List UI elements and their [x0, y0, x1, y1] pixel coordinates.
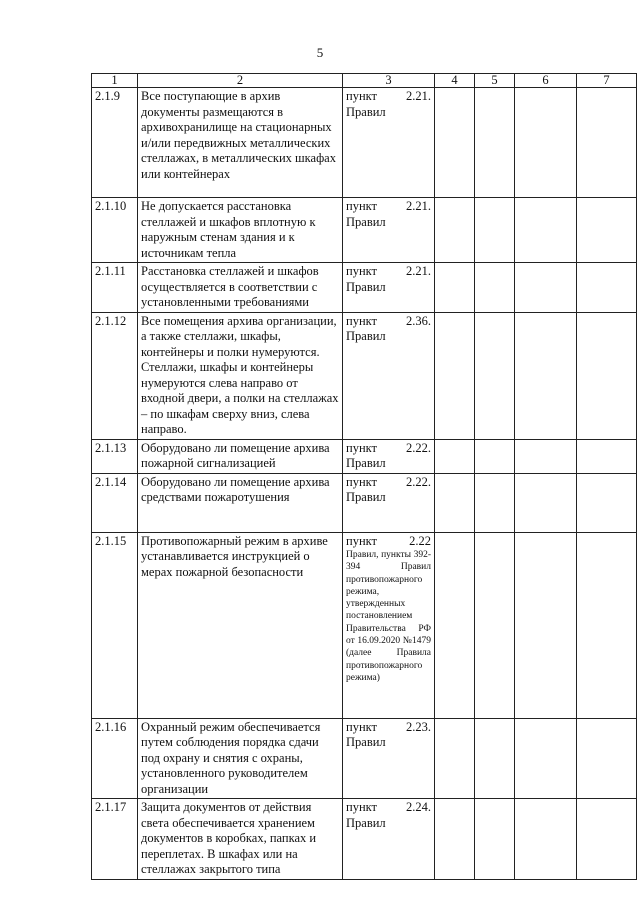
answer-cell[interactable] [435, 263, 475, 313]
item-number: 2.1.9 [92, 88, 138, 198]
answer-cell[interactable] [577, 198, 637, 263]
column-header: 2 [138, 74, 343, 88]
table-row [92, 473, 637, 532]
requirement-text: Оборудовано ли помещение архива средствами пожаротушения [138, 473, 343, 532]
reference-label: пункт [346, 313, 377, 328]
reference-source: Правил [346, 329, 386, 343]
answer-cell[interactable] [577, 799, 637, 880]
answer-cell[interactable] [475, 473, 515, 532]
table-row [92, 198, 637, 263]
item-number: 2.1.10 [92, 198, 138, 263]
reference-source: Правил [346, 815, 386, 830]
reference-cell [343, 263, 435, 313]
answer-cell[interactable] [435, 532, 475, 718]
reference-label: пункт [346, 199, 377, 213]
reference-clause: 2.21. [406, 264, 431, 278]
answer-cell[interactable] [577, 532, 637, 718]
table-row [92, 88, 637, 198]
answer-cell[interactable] [577, 88, 637, 198]
answer-cell[interactable] [577, 473, 637, 532]
item-number: 2.1.17 [92, 799, 138, 880]
requirement-text: Все помещения архива организации, а также стеллажи, шкафы, контейнеры и полки нумеруются. Стеллажи, шкафы и контейнеры нумеруются слева направо от входной двери, а полки на стеллажах – по шкафам сверху вниз, слева направо. [138, 312, 343, 439]
reference-clause: 2.24. [406, 800, 431, 814]
answer-cell[interactable] [435, 198, 475, 263]
answer-cell[interactable] [515, 439, 577, 473]
reference-label: пункт [346, 440, 377, 455]
item-number: 2.1.15 [92, 532, 138, 718]
item-number: 2.1.12 [92, 312, 138, 439]
answer-cell[interactable] [435, 718, 475, 799]
reference-cell [343, 473, 435, 532]
reference-cell [343, 312, 435, 439]
table-row [92, 312, 637, 439]
reference-clause: 2.21. [406, 89, 431, 103]
reference-cell [343, 439, 435, 473]
page-number: 5 [316, 45, 324, 60]
reference-source: Правил [346, 490, 386, 504]
item-number: 2.1.11 [92, 263, 138, 313]
reference-clause: 2.21. [406, 199, 431, 213]
answer-cell[interactable] [475, 263, 515, 313]
answer-cell[interactable] [515, 718, 577, 799]
reference-label: пункт [346, 264, 377, 278]
reference-label: пункт [346, 533, 377, 548]
answer-cell[interactable] [515, 799, 577, 880]
reference-cell [343, 718, 435, 799]
answer-cell[interactable] [475, 799, 515, 880]
requirement-text: Оборудовано ли помещение архива пожарной сигнализацией [138, 439, 343, 473]
answer-cell[interactable] [435, 312, 475, 439]
answer-cell[interactable] [515, 263, 577, 313]
reference-source: Правил [346, 735, 386, 749]
reference-label: пункт [346, 800, 377, 814]
column-header: 4 [435, 74, 475, 88]
requirement-text: Расстановка стеллажей и шкафов осуществляется в соответствии с установленными требованиями [138, 263, 343, 313]
table-row [92, 532, 637, 718]
column-header: 3 [343, 74, 435, 88]
answer-cell[interactable] [577, 439, 637, 473]
checklist-table [91, 73, 637, 880]
answer-cell[interactable] [515, 88, 577, 198]
table-row [92, 263, 637, 313]
reference-clause: 2.22 [409, 533, 431, 548]
column-header: 1 [92, 74, 138, 88]
item-number: 2.1.16 [92, 718, 138, 799]
reference-label: пункт [346, 89, 377, 103]
answer-cell[interactable] [475, 439, 515, 473]
requirement-text: Охранный режим обеспечивается путем соблюдения порядка сдачи под охрану и снятия с охраны, установленного руководителем организации [138, 718, 343, 799]
reference-clause: 2.22. [406, 440, 431, 455]
table-row [92, 718, 637, 799]
reference-label: пункт [346, 474, 377, 489]
reference-cell [343, 88, 435, 198]
reference-label: пункт [346, 719, 377, 734]
column-header: 5 [475, 74, 515, 88]
answer-cell[interactable] [475, 198, 515, 263]
answer-cell[interactable] [435, 473, 475, 532]
requirement-text: Не допускается расстановка стеллажей и шкафов вплотную к наружным стенам здания и к источникам тепла [138, 198, 343, 263]
item-number: 2.1.13 [92, 439, 138, 473]
answer-cell[interactable] [577, 718, 637, 799]
requirement-text: Защита документов от действия света обеспечивается хранением документов в коробках, папках и переплетах. В шкафах или на стеллажах закрытого типа [138, 799, 343, 880]
table-row [92, 799, 637, 880]
answer-cell[interactable] [475, 312, 515, 439]
reference-clause: 2.23. [406, 719, 431, 734]
item-number: 2.1.14 [92, 473, 138, 532]
answer-cell[interactable] [515, 312, 577, 439]
answer-cell[interactable] [475, 88, 515, 198]
reference-source: Правил, пункты 392-394 Правил противопожарного режима, утвержденных постановлением Правительства РФ от 16.09.2020 №1479 (далее Правила противопожарного режима) [346, 550, 431, 683]
reference-source: Правил [346, 279, 386, 294]
answer-cell[interactable] [515, 532, 577, 718]
reference-source: Правил [346, 456, 386, 470]
answer-cell[interactable] [475, 718, 515, 799]
requirement-text: Все поступающие в архив документы размещаются в архивохранилище на стационарных и/или передвижных металлических стеллажах, в металлических шкафах или контейнерах [138, 88, 343, 198]
reference-clause: 2.36. [406, 313, 431, 328]
table-row [92, 439, 637, 473]
answer-cell[interactable] [435, 439, 475, 473]
reference-cell [343, 532, 435, 718]
answer-cell[interactable] [515, 198, 577, 263]
reference-source: Правил [346, 104, 386, 119]
header-row [92, 74, 637, 88]
column-header: 7 [577, 74, 637, 88]
answer-cell[interactable] [435, 88, 475, 198]
reference-cell [343, 799, 435, 880]
answer-cell[interactable] [577, 263, 637, 313]
answer-cell[interactable] [577, 312, 637, 439]
column-header: 6 [515, 74, 577, 88]
answer-cell[interactable] [435, 799, 475, 880]
requirement-text: Противопожарный режим в архиве устанавливается инструкцией о мерах пожарной безопасности [138, 532, 343, 718]
reference-cell [343, 198, 435, 263]
answer-cell[interactable] [475, 532, 515, 718]
answer-cell[interactable] [515, 473, 577, 532]
reference-source: Правил [346, 214, 386, 229]
reference-clause: 2.22. [406, 474, 431, 489]
